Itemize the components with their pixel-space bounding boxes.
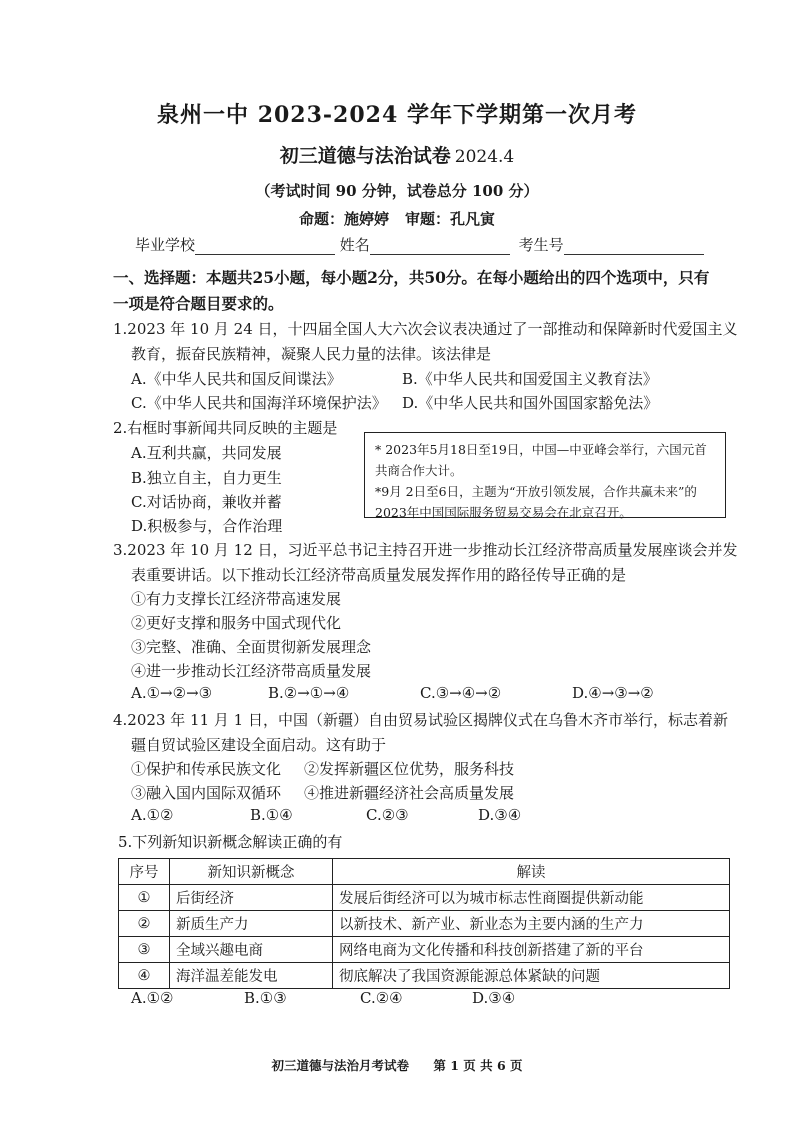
exam-subtitle — [0, 141, 794, 168]
school-field[interactable] — [195, 240, 335, 255]
table-cell: 后街经济 — [170, 885, 333, 911]
section-heading: 一、选择题：本题共25小题，每小题2分，共50分。在每小题给出的四个选项中，只有一项是符合题目要求的。 — [113, 268, 710, 313]
q2-option-c[interactable]: C.对话协商，兼收并蓄 — [131, 493, 282, 511]
q1-option-c[interactable]: C.《中华人民共和国海洋环境保护法》 — [131, 394, 387, 412]
q2-option-d[interactable]: D.积极参与，合作治理 — [131, 517, 283, 535]
q3-item-4: ④进一步推动长江经济带高质量发展 — [131, 662, 372, 680]
q5-stem: 5.下列新知识新概念解读正确的有 — [118, 833, 343, 851]
q5-option-c[interactable]: C.②④ — [360, 989, 403, 1007]
table-cell: ① — [119, 885, 170, 911]
subtitle-text: 初三道德与法治试卷 — [279, 145, 451, 167]
exam-no-field[interactable] — [564, 240, 704, 255]
q2-option-a[interactable]: A.互利共赢，共同发展 — [131, 444, 282, 462]
table-header-row — [119, 859, 730, 885]
q3-option-b[interactable]: B.②→①→④ — [268, 684, 350, 702]
q5-option-b[interactable]: B.①③ — [244, 989, 287, 1007]
q4-item-1: ①保护和传承民族文化 — [131, 760, 282, 778]
table-header: 序号 — [119, 859, 170, 885]
authors — [0, 208, 794, 229]
q5-option-a[interactable]: A.①② — [131, 989, 174, 1007]
exam-info: （考试时间 90 分钟，试卷总分 100 分） — [255, 182, 539, 200]
q4-stem-line1: 4.2023 年 11 月 1 日，中国（新疆）自由贸易试验区揭牌仪式在乌鲁木齐市举行，标志着新 — [113, 711, 728, 729]
table-cell: 彻底解决了我国资源能源总体紧缺的问题 — [333, 963, 730, 989]
setter: 命题：施婷婷 — [298, 210, 389, 228]
q4-option-d[interactable]: D.③④ — [478, 806, 522, 824]
q1-option-a[interactable]: A.《中华人民共和国反间谍法》 — [131, 370, 342, 388]
q4-item-2: ②发挥新疆区位优势，服务科技 — [304, 760, 515, 778]
table-row — [119, 963, 730, 989]
footer-page-number: 第 1 页 共 6 页 — [433, 1058, 523, 1073]
table-header: 解读 — [333, 859, 730, 885]
concept-table — [118, 858, 730, 989]
q1-stem-line1: 1.2023 年 10 月 24 日，十四届全国人大六次会议表决通过了一部推动和保障新时代爱国主义 — [113, 320, 738, 338]
table-row — [119, 885, 730, 911]
q4-option-b[interactable]: B.①④ — [250, 806, 293, 824]
news-box — [364, 432, 726, 518]
name-field[interactable] — [370, 240, 510, 255]
page-footer — [0, 1056, 794, 1074]
q3-option-d[interactable]: D.④→③→② — [572, 684, 654, 702]
school-label: 毕业学校 — [135, 236, 196, 254]
student-info-fields — [135, 234, 704, 255]
news-item-2: *9月 2日至6日，主题为“开放引领发展，合作共赢未来”的2023年中国国际服务贸易交易会在北京召开。 — [375, 484, 697, 520]
table-cell: 网络电商为文化传播和科技创新搭建了新的平台 — [333, 937, 730, 963]
table-cell: 海洋温差能发电 — [170, 963, 333, 989]
table-cell: 新质生产力 — [170, 911, 333, 937]
reviewer: 审题：孔凡寅 — [405, 210, 496, 228]
table-cell: ③ — [119, 937, 170, 963]
q3-item-1: ①有力支撑长江经济带高速发展 — [131, 590, 342, 608]
q3-option-a[interactable]: A.①→②→③ — [131, 684, 213, 702]
table-cell: ② — [119, 911, 170, 937]
table-row — [119, 911, 730, 937]
q3-stem-line1: 3.2023 年 10 月 12 日，习近平总书记主持召开进一步推动长江经济带高质量发展座谈会并发 — [113, 541, 738, 559]
q3-item-3: ③完整、准确、全面贯彻新发展理念 — [131, 638, 372, 656]
q3-option-c[interactable]: C.③→④→② — [420, 684, 502, 702]
q3-item-2: ②更好支撑和服务中国式现代化 — [131, 614, 342, 632]
table-cell: ④ — [119, 963, 170, 989]
q4-stem-line2: 疆自贸试验区建设全面启动。这有助于 — [131, 736, 387, 754]
q3-stem-line2: 表重要讲话。以下推动长江经济带高质量发展发挥作用的路径传导正确的是 — [131, 566, 627, 584]
news-item-1: * 2023年5月18日至19日，中国—中亚峰会举行，六国元首共商合作大计。 — [375, 442, 707, 478]
exam-no-label: 考生号 — [518, 236, 564, 254]
q1-stem-line2: 教育，振奋民族精神，凝聚人民力量的法律。该法律是 — [131, 345, 492, 363]
q1-option-b[interactable]: B.《中华人民共和国爱国主义教育法》 — [402, 370, 658, 388]
table-cell: 发展后街经济可以为城市标志性商圈提供新动能 — [333, 885, 730, 911]
q4-item-4: ④推进新疆经济社会高质量发展 — [304, 784, 515, 802]
q5-option-d[interactable]: D.③④ — [472, 989, 516, 1007]
q2-stem: 2.右框时事新闻共同反映的主题是 — [113, 419, 338, 437]
q2-option-b[interactable]: B.独立自主，自力更生 — [131, 469, 282, 487]
exam-title: 泉州一中 2023-2024 学年下学期第一次月考 — [157, 102, 637, 128]
exam-date: 2024.4 — [454, 147, 515, 167]
footer-course: 初三道德与法治月考试卷 — [271, 1058, 409, 1073]
q1-option-d[interactable]: D.《中华人民共和国外国国家豁免法》 — [402, 394, 659, 412]
name-label: 姓名 — [339, 236, 370, 254]
table-header: 新知识新概念 — [170, 859, 333, 885]
q4-option-a[interactable]: A.①② — [131, 806, 174, 824]
q4-option-c[interactable]: C.②③ — [366, 806, 409, 824]
table-cell: 全域兴趣电商 — [170, 937, 333, 963]
table-row — [119, 937, 730, 963]
table-cell: 以新技术、新产业、新业态为主要内涵的生产力 — [333, 911, 730, 937]
q4-item-3: ③融入国内国际双循环 — [131, 784, 282, 802]
